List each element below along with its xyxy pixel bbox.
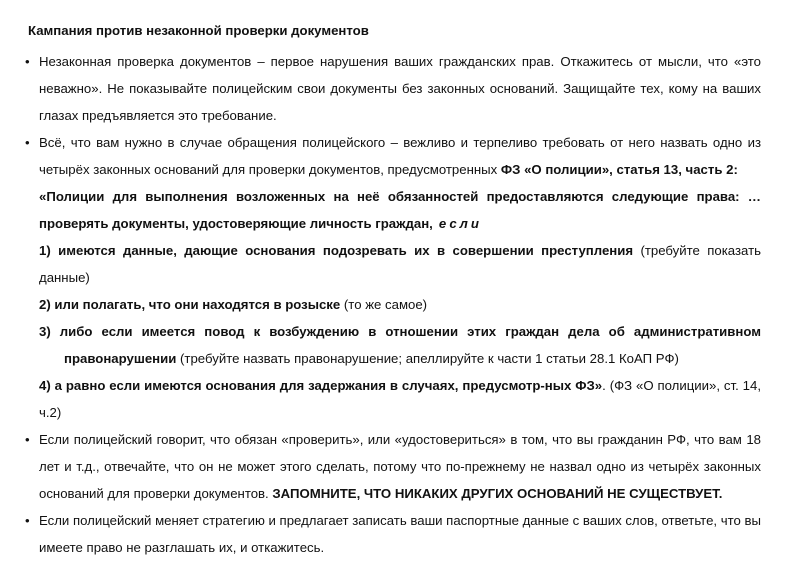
paragraph-2 xyxy=(24,129,761,183)
list-item-note: (требуйте назвать правонарушение; апеллируйте к части 1 статьи 28.1 КоАП РФ) xyxy=(176,351,679,366)
list-item-condition: 3) либо если имеется повод к возбуждению в отношении этих граждан дела об административном правонарушении xyxy=(39,324,761,366)
list-item-note: (то же самое) xyxy=(340,297,428,312)
list-item-condition: 2) или полагать, что они находятся в розыске xyxy=(39,297,341,312)
law-quote-if: если xyxy=(438,216,482,231)
list-item-condition: 1) имеются данные, дающие основания подозревать их в совершении преступления xyxy=(39,243,634,258)
paragraph-3-emphasis: ЗАПОМНИТЕ, ЧТО НИКАКИХ ДРУГИХ ОСНОВАНИЙ НЕ СУЩЕСТВУЕТ. xyxy=(272,486,723,501)
paragraph-1 xyxy=(24,48,761,129)
paragraph-3-text: Если полицейский говорит, что обязан «проверить», или «удостовериться» в том, что вы гражданин РФ, что вам 18 лет и т.д., отвечайте, что он не может этого сделать, потому что по-прежнему не назвал одно из четырёх законных оснований для проверки документов. xyxy=(39,432,761,501)
document-title: Кампания против незаконной проверки документов xyxy=(28,23,369,38)
paragraph-1-text: Незаконная проверка документов – первое нарушения ваших гражданских прав. Откажитесь от мысли, что «это неважно». Не показывайте полицейским свои документы без законных оснований. Защищайте тех, кому на ваших глазах предъявляется это требование. xyxy=(39,54,761,123)
list-item xyxy=(24,318,761,372)
bullet-icon: • xyxy=(25,432,30,447)
bullet-icon: • xyxy=(25,513,30,528)
list-item xyxy=(24,237,761,291)
list-item-note: (требуйте показать данные) xyxy=(39,243,761,285)
law-quote xyxy=(24,183,761,237)
bullet-icon: • xyxy=(25,135,30,150)
list-item-condition: 4) а равно если имеются основания для задержания в случаях, предусмотр-ных ФЗ» xyxy=(39,378,603,393)
list-item xyxy=(24,372,761,426)
paragraph-4 xyxy=(24,507,761,561)
law-reference: ФЗ «О полиции», статья 13, часть 2: xyxy=(500,162,738,177)
paragraph-2-text: Всё, что вам нужно в случае обращения полицейского – вежливо и терпеливо требовать от него назвать одно из четырёх законных оснований для проверки документов, предусмотренных xyxy=(39,135,761,177)
bullet-icon: • xyxy=(25,54,30,69)
law-quote-text: «Полиции для выполнения возложенных на неё обязанностей предоставляются следующие права: … проверять документы, удостоверяющие личность граждан, xyxy=(39,189,761,231)
paragraph-3 xyxy=(24,426,761,507)
list-item-note: . (ФЗ «О полиции», ст. 14, ч.2) xyxy=(39,378,761,420)
list-item xyxy=(24,291,761,318)
paragraph-4-text: Если полицейский меняет стратегию и предлагает записать ваши паспортные данные с ваших слов, ответьте, что вы имеете право не разглашать их, и откажитесь. xyxy=(39,513,761,555)
